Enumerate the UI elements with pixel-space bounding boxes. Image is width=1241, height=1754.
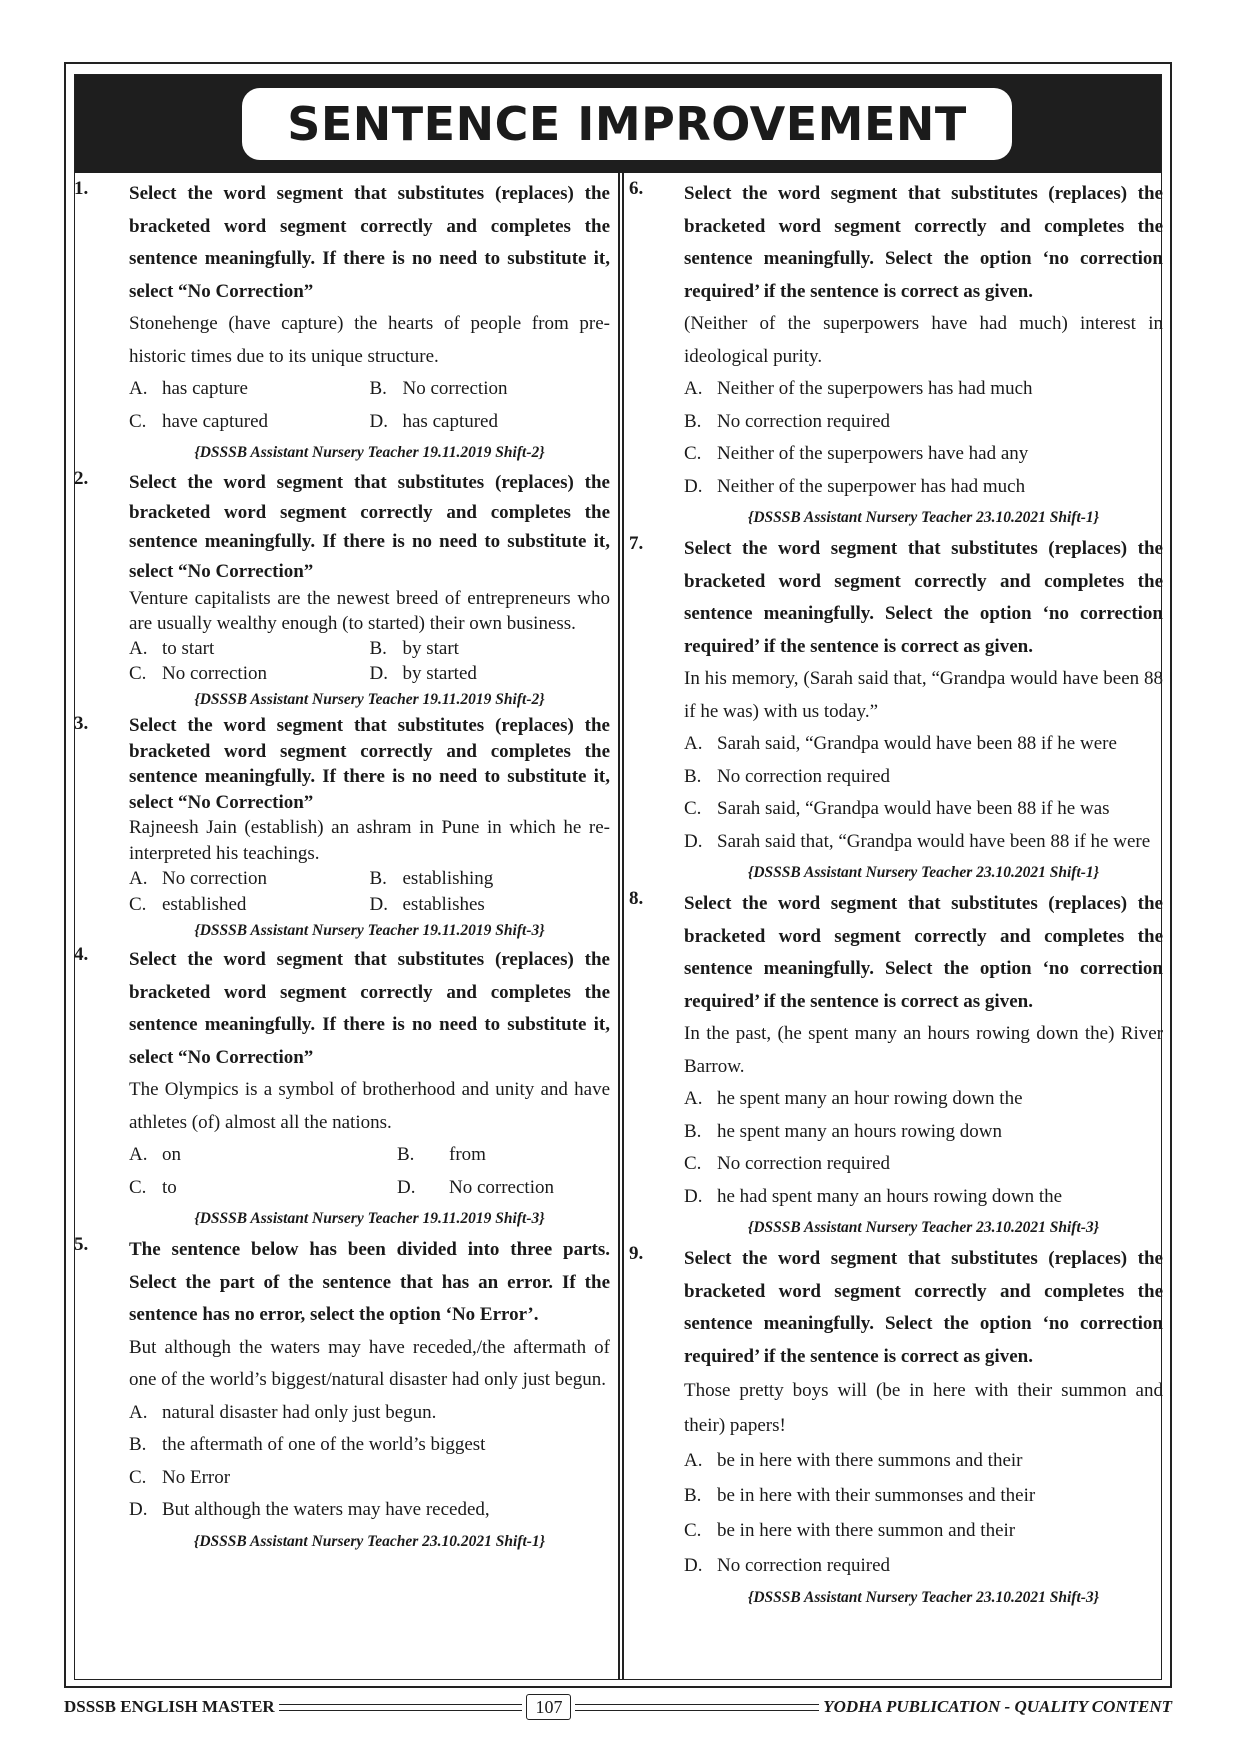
option-list (684, 373, 1163, 503)
question-stem: Stonehenge (have capture) the hearts of people from pre-historic times due to its unique structure. (129, 313, 610, 367)
question-source: {DSSSB Assistant Nursery Teacher 23.10.2021 Shift-3} (747, 1219, 1100, 1236)
question-instruction: Select the word segment that substitutes (replaces) the bracketed word segment correctly and completes the sentence meaningfully. If there is no need to substitute it, select “No Correction” (129, 183, 610, 302)
option-d: D. by started (369, 663, 477, 684)
option-list (129, 866, 610, 917)
title-box (242, 88, 1012, 160)
page-footer (64, 1693, 1172, 1721)
question-source: {DSSSB Assistant Nursery Teacher 23.10.2021 Shift-1} (747, 509, 1100, 526)
left-column (74, 178, 610, 1557)
question-source: {DSSSB Assistant Nursery Teacher 19.11.2019 Shift-2} (194, 691, 545, 708)
option-a: A. Sarah said, “Grandpa would have been 88 if he were (684, 733, 1117, 754)
option-c: C. No correction (129, 663, 267, 684)
column-divider-right (622, 173, 624, 1680)
option-b: B. No correction required (684, 410, 891, 432)
question-4 (74, 944, 610, 1234)
option-c: C. No correction required (684, 1153, 891, 1174)
option-c: C. Sarah said, “Grandpa would have been 88 if he was (684, 798, 1110, 819)
option-c: C. No Error (129, 1466, 231, 1488)
option-b: B. from (397, 1144, 486, 1165)
option-b: B. No correction required (684, 765, 891, 787)
question-instruction: Select the word segment that substitutes (replaces) the bracketed word segment correctly and completes the sentence meaningfully. Select the option ‘no correction required’ if the sentence is correct as given. (684, 1248, 1163, 1367)
option-c: C. established (129, 893, 247, 915)
question-number: 7. (629, 533, 644, 554)
option-list (129, 373, 610, 438)
question-instruction: Select the word segment that substitutes (replaces) the bracketed word segment correctly and completes the sentence meaningfully. If there is no need to substitute it, select “No Correction” (129, 472, 610, 582)
question-2 (74, 468, 610, 713)
option-a: A. Neither of the superpowers has had much (684, 378, 1033, 399)
question-number: 4. (74, 944, 89, 965)
option-b: B. be in here with their summonses and their (684, 1485, 1036, 1506)
option-d: D. he had spent many an hours rowing down the (684, 1185, 1063, 1207)
footer-rule-right (575, 1704, 819, 1711)
question-instruction: Select the word segment that substitutes (replaces) the bracketed word segment correctly and completes the sentence meaningfully. Select the option ‘no correction required’ if the sentence is correct as given. (684, 538, 1163, 657)
question-source: {DSSSB Assistant Nursery Teacher 19.11.2019 Shift-3} (194, 1210, 545, 1227)
option-list (129, 636, 610, 686)
column-divider-left (618, 173, 620, 1680)
option-d: D. No correction (397, 1176, 554, 1198)
question-stem: But although the waters may have receded,/the aftermath of one of the world’s biggest/natural disaster had only just begun. (129, 1336, 610, 1390)
question-stem: The Olympics is a symbol of brotherhood and unity and have athletes (of) almost all the nations. (129, 1079, 610, 1133)
question-instruction: Select the word segment that substitutes (replaces) the bracketed word segment correctly and completes the sentence meaningfully. Select the option ‘no correction required’ if the sentence is correct as given. (684, 183, 1163, 302)
question-source: {DSSSB Assistant Nursery Teacher 23.10.2021 Shift-1} (193, 1532, 546, 1550)
question-3 (74, 713, 610, 944)
page-number: 107 (526, 1694, 571, 1720)
option-a: A. be in here with there summons and their (684, 1450, 1023, 1471)
option-d: D. has captured (369, 410, 498, 432)
question-stem: Venture capitalists are the newest breed of entrepreneurs who are usually wealthy enough (to started) their own business. (129, 588, 610, 634)
footer-book-title: DSSSB ENGLISH MASTER (64, 1697, 275, 1716)
question-stem: Rajneesh Jain (establish) an ashram in Pune in which he re-interpreted his teachings. (129, 817, 610, 864)
question-instruction: Select the word segment that substitutes (replaces) the bracketed word segment correctly and completes the sentence meaningfully. Select the option ‘no correction required’ if the sentence is correct as given. (684, 893, 1163, 1012)
question-stem: In the past, (he spent many an hours rowing down the) River Barrow. (684, 1023, 1163, 1077)
option-b: B. the aftermath of one of the world’s biggest (129, 1434, 486, 1455)
question-8 (629, 888, 1163, 1243)
option-list (129, 1139, 610, 1204)
question-number: 6. (629, 178, 644, 199)
question-source: {DSSSB Assistant Nursery Teacher 23.10.2021 Shift-1} (747, 864, 1100, 881)
question-stem: Those pretty boys will (be in here with their summon and their) papers! (684, 1380, 1163, 1436)
option-a: A. has capture (129, 378, 248, 399)
option-d: D. No correction required (684, 1555, 891, 1576)
footer-publisher: YODHA PUBLICATION - QUALITY CONTENT (823, 1697, 1173, 1716)
option-list (684, 728, 1163, 858)
question-number: 2. (74, 468, 89, 489)
option-c: C. Neither of the superpowers have had any (684, 443, 1029, 464)
question-1 (74, 178, 610, 468)
right-column (629, 178, 1163, 1613)
question-instruction: The sentence below has been divided into three parts. Select the part of the sentence that has an error. If the sentence has no error, select the option ‘No Error’. (129, 1239, 610, 1325)
question-source: {DSSSB Assistant Nursery Teacher 23.10.2021 Shift-3} (747, 1589, 1100, 1606)
option-list (684, 1443, 1163, 1583)
option-b: B. No correction (369, 378, 508, 399)
option-b: B. by start (369, 638, 459, 659)
question-source: {DSSSB Assistant Nursery Teacher 19.11.2019 Shift-3} (194, 922, 545, 939)
option-d: D. establishes (369, 893, 485, 915)
option-d: D. Neither of the superpower has had much (684, 475, 1026, 497)
question-stem: In his memory, (Sarah said that, “Grandpa would have been 88 if he was) with us today.” (684, 668, 1163, 722)
question-6 (629, 178, 1163, 533)
option-a: A. natural disaster had only just begun. (129, 1401, 437, 1423)
option-list (684, 1083, 1163, 1213)
question-stem: (Neither of the superpowers have had much) interest in ideological purity. (684, 313, 1163, 367)
question-instruction: Select the word segment that substitutes (replaces) the bracketed word segment correctly and completes the sentence meaningfully. If there is no need to substitute it, select “No Correction” (129, 715, 610, 813)
option-b: B. he spent many an hours rowing down (684, 1120, 1002, 1142)
question-number: 8. (629, 888, 644, 909)
page-title: SENTENCE IMPROVEMENT (287, 97, 967, 151)
option-b: B. establishing (369, 868, 494, 889)
footer-rule-left (279, 1704, 523, 1711)
question-9 (629, 1243, 1163, 1613)
option-c: C. be in here with there summon and their (684, 1520, 1016, 1541)
option-c: C. to (129, 1176, 177, 1198)
option-c: C. have captured (129, 410, 269, 432)
option-d: D. Sarah said that, “Grandpa would have been 88 if he were (684, 830, 1151, 852)
question-7 (629, 533, 1163, 888)
option-d: D. But although the waters may have receded, (129, 1499, 490, 1520)
question-number: 3. (74, 713, 89, 734)
option-a: A. to start (129, 638, 215, 659)
question-source: {DSSSB Assistant Nursery Teacher 19.11.2019 Shift-2} (194, 444, 545, 461)
question-number: 1. (74, 178, 89, 199)
option-a: A. he spent many an hour rowing down the (684, 1088, 1023, 1109)
option-a: A. No correction (129, 868, 267, 889)
option-list (129, 1397, 610, 1527)
option-a: A. on (129, 1144, 181, 1165)
question-number: 9. (629, 1243, 644, 1264)
question-number: 5. (74, 1234, 89, 1255)
question-instruction: Select the word segment that substitutes (replaces) the bracketed word segment correctly and completes the sentence meaningfully. If there is no need to substitute it, select “No Correction” (129, 949, 610, 1068)
question-5 (74, 1234, 610, 1557)
